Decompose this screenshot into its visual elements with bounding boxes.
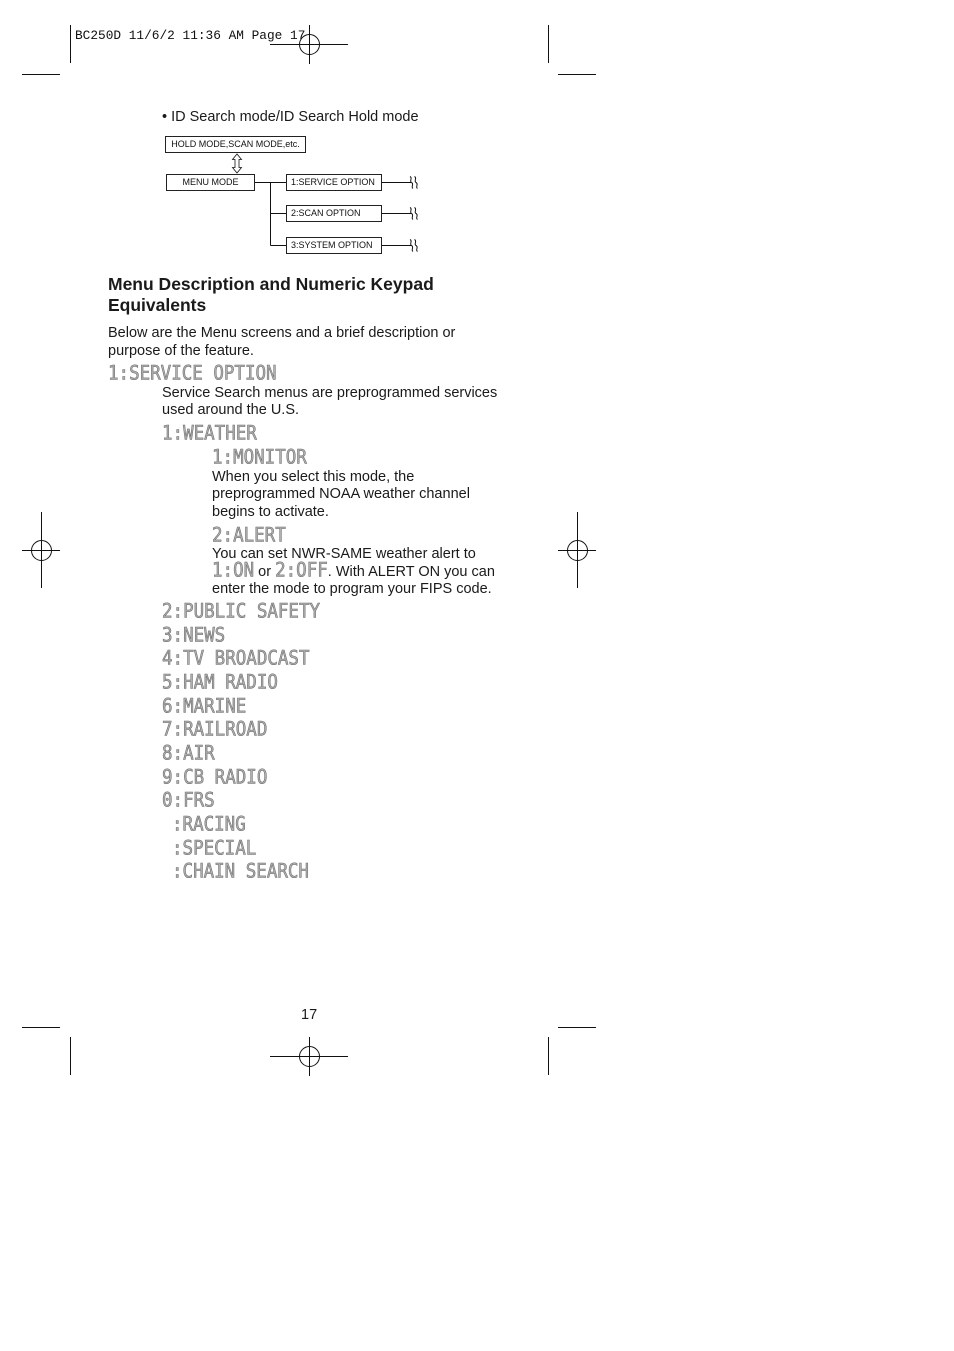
service-item-news: 3:NEWS (162, 625, 226, 647)
registration-mark-left (22, 512, 60, 588)
service-item-frs: 0:FRS (162, 790, 215, 812)
monitor-description: begins to activate. (212, 503, 329, 520)
lcd-alert-off: 2:OFF (275, 559, 328, 582)
service-item-tv-broadcast: 4:TV BROADCAST (162, 648, 310, 670)
monitor-description: preprogrammed NOAA weather channel (212, 485, 470, 502)
registration-circle (32, 541, 52, 561)
crop-mark-top-right (549, 25, 597, 75)
section-heading-line: Menu Description and Numeric Keypad (108, 274, 434, 294)
service-option-description: used around the U.S. (162, 401, 300, 418)
service-item-chain-search: :CHAIN SEARCH (172, 861, 309, 883)
service-item-railroad: 7:RAILROAD (162, 719, 268, 741)
service-item-air: 8:AIR (162, 743, 215, 765)
intro-line: Below are the Menu screens and a brief description or (108, 324, 456, 341)
section-heading (108, 274, 434, 316)
alert-description-rest: . With ALERT ON you can (327, 563, 495, 580)
alert-description: You can set NWR-SAME weather alert to (212, 545, 476, 562)
alert-description-options (212, 559, 495, 582)
service-option-description: Service Search menus are preprogrammed services (162, 384, 498, 401)
break-mark-icon (410, 208, 418, 220)
crop-mark-bottom-right (549, 1028, 597, 1076)
lcd-alert: 2:ALERT (212, 525, 286, 547)
service-item-marine: 6:MARINE (162, 696, 247, 718)
alert-or-text: or (254, 563, 276, 580)
monitor-description: When you select this mode, the (212, 468, 415, 485)
service-item-cb-radio: 9:CB RADIO (162, 767, 268, 789)
break-mark-icon (410, 240, 418, 252)
page-number: 17 (301, 1006, 318, 1023)
printer-slug: BC250D 11/6/2 11:36 AM Page 17 (75, 28, 306, 43)
registration-circle (300, 1047, 320, 1067)
diagram-box-menu-mode: MENU MODE (166, 174, 255, 191)
diagram-box-scan-option: 2:SCAN OPTION (286, 205, 382, 222)
service-item-ham-radio: 5:HAM RADIO (162, 672, 278, 694)
section-heading-line: Equivalents (108, 295, 207, 315)
registration-mark-bottom (270, 1037, 348, 1076)
lcd-alert-on: 1:ON (212, 559, 255, 582)
bullet-mode-title: • ID Search mode/ID Search Hold mode (162, 108, 419, 125)
lcd-service-option: 1:SERVICE OPTION (108, 363, 277, 385)
service-item-public-safety: 2:PUBLIC SAFETY (162, 601, 321, 623)
service-item-racing: :RACING (172, 814, 246, 836)
diagram-box-service-option: 1:SERVICE OPTION (286, 174, 382, 191)
alert-description: enter the mode to program your FIPS code. (212, 580, 492, 597)
lcd-monitor: 1:MONITOR (212, 447, 307, 469)
crop-mark-top-left (22, 25, 71, 75)
crop-mark-bottom-left (22, 1028, 71, 1076)
diagram-box-system-option: 3:SYSTEM OPTION (286, 237, 382, 254)
lcd-weather: 1:WEATHER (162, 423, 257, 445)
break-mark-icon (410, 177, 418, 189)
diagram-box-hold-scan-mode: HOLD MODE,SCAN MODE,etc. (165, 136, 306, 153)
service-item-special: :SPECIAL (172, 838, 257, 860)
intro-line: purpose of the feature. (108, 342, 254, 359)
registration-mark-right (558, 512, 596, 588)
double-arrow-icon (233, 154, 242, 173)
registration-circle (568, 541, 588, 561)
